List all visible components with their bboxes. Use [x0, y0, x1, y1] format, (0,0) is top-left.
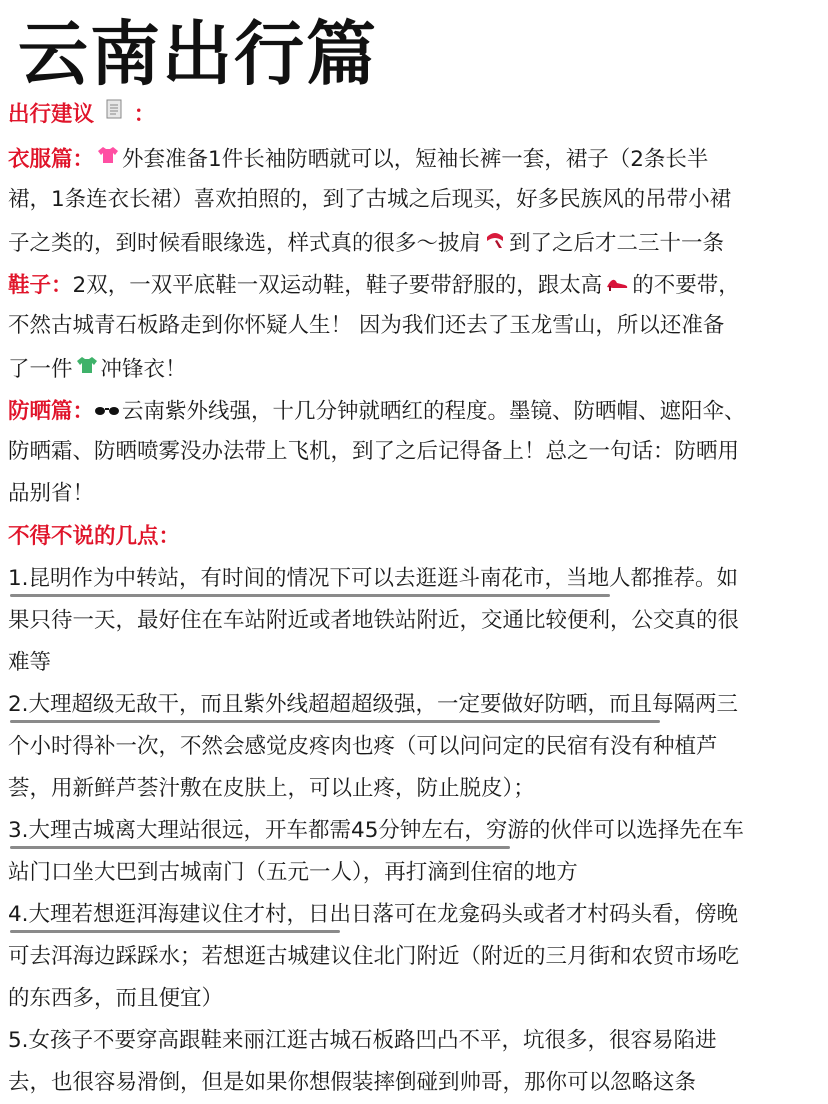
clothes-line-1: 外套准备1件长袖防晒就可以，短袖长裤一套，裙子（2条长半: [122, 147, 709, 172]
clothes-line-2: 裙，1条连衣长裙）喜欢拍照的，到了古城之后现买，好多民族风的吊带小裙: [8, 187, 732, 212]
point-5-line-2: 去，也很容易滑倒，但是如果你想假装摔倒碰到帅哥，那你可以忽略这条: [8, 1070, 697, 1095]
green-jacket-icon: [76, 347, 98, 389]
point-4: [8, 894, 822, 1020]
clothes-line-3a: 子之类的，到时候看眼缘选，样式真的很多～披肩: [8, 231, 482, 256]
advice-heading: 出行建议: [8, 102, 95, 127]
underline-point-4: [10, 930, 340, 933]
point-2-line-1: 2.大理超级无敌干，而且紫外线超超超级强，一定要做好防晒，而且每隔两三: [8, 692, 739, 717]
point-4-line-1: 4.大理若想逛洱海建议住才村，日出日落可在龙龛码头或者才村码头看，傍晚: [8, 902, 739, 927]
clothes-line-3b: 到了之后才二三十一条: [509, 231, 725, 256]
point-4-line-3: 的东西多，而且便宜）: [8, 986, 224, 1011]
shoes-line-1b: 的不要带，: [632, 273, 740, 298]
sun-label: 防晒篇：: [8, 399, 95, 424]
points-heading-row: [8, 516, 822, 558]
scarf-icon: [484, 221, 506, 263]
point-4-line-2: 可去洱海边踩踩水；若想逛古城建议住北门附近（附近的三月街和农贸市场吃: [8, 944, 740, 969]
point-5-line-1: 5.女孩子不要穿高跟鞋来丽江逛古城石板路凹凸不平，坑很多，很容易陷进: [8, 1028, 717, 1053]
point-2-line-2: 个小时得补一次，不然会感觉皮疼肉也疼（可以问问定的民宿有没有种植芦: [8, 734, 718, 759]
clothes-label: 衣服篇：: [8, 147, 95, 172]
point-5: [8, 1020, 822, 1104]
clothes-section: [8, 137, 822, 263]
point-3: [8, 810, 822, 894]
shoes-label: 鞋子：: [8, 273, 73, 298]
underline-point-2: [10, 720, 660, 723]
notepad-icon: [104, 92, 124, 134]
shoes-section: [8, 263, 822, 389]
sun-section: [8, 389, 822, 515]
high-heel-icon: [605, 263, 629, 305]
underline-point-3: [10, 846, 510, 849]
sunglasses-icon: [94, 389, 120, 431]
underline-point-1: [10, 594, 610, 597]
point-1-line-3: 难等: [8, 650, 52, 675]
point-3-line-2: 站门口坐大巴到古城南门（五元一人），再打滴到住宿的地方: [8, 860, 578, 885]
point-3-line-1: 3.大理古城离大理站很远，开车都需45分钟左右，穷游的伙伴可以选择先在车: [8, 818, 744, 843]
sun-line-3: 品别省！: [8, 481, 95, 506]
point-1-line-2: 果只待一天，最好住在车站附近或者地铁站附近，交通比较便利，公交真的很: [8, 608, 740, 633]
shoes-line-2: 不然古城青石板路走到你怀疑人生！ 因为我们还去了玉龙雪山，所以还准备: [8, 313, 725, 338]
point-2: [8, 684, 822, 810]
shoes-line-3b: 冲锋衣！: [100, 357, 187, 382]
points-heading: 不得不说的几点：: [8, 524, 181, 549]
shoes-line-3a: 了一件: [8, 357, 73, 382]
advice-colon: ：: [133, 102, 156, 127]
sun-line-1: 云南紫外线强，十几分钟就晒红的程度。墨镜、防晒帽、遮阳伞、: [122, 399, 746, 424]
shoes-line-1a: 2双，一双平底鞋一双运动鞋，鞋子要带舒服的，跟太高: [72, 273, 603, 298]
point-1: [8, 558, 822, 684]
shirt-icon: [97, 137, 119, 179]
point-2-line-3: 荟，用新鲜芦荟汁敷在皮肤上，可以止疼，防止脱皮）；: [8, 776, 535, 801]
advice-heading-row: [8, 92, 822, 134]
sun-line-2: 防晒霜、防晒喷雾没办法带上飞机，到了之后记得备上！总之一句话：防晒用: [8, 439, 740, 464]
page-title: 云南出行篇: [18, 13, 378, 95]
point-1-line-1: 1.昆明作为中转站，有时间的情况下可以去逛逛斗南花市，当地人都推荐。如: [8, 566, 739, 591]
